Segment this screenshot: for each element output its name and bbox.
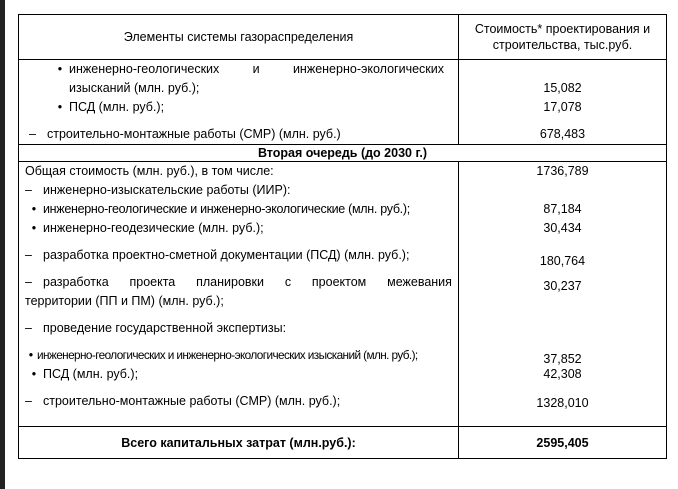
item-text: разработка <box>43 275 109 289</box>
dash-icon: – <box>25 275 32 289</box>
total-row <box>19 427 667 459</box>
item-text: инженерно-экологических <box>292 62 444 76</box>
bullet-icon: • <box>28 348 34 362</box>
list-item <box>25 200 452 219</box>
header-elements-label: Элементы системы газораспределения <box>123 30 354 44</box>
first-block-row <box>19 60 667 145</box>
list-item <box>25 346 452 365</box>
value-cell: 17,078 <box>543 100 582 114</box>
value-cell: 87,184 <box>543 202 582 216</box>
item-text-continued: изысканий (млн. руб.); <box>69 81 200 95</box>
item-text-continued: территории (ПП и ПМ) (млн. руб.); <box>25 294 224 308</box>
item-text: Общая стоимость (млн. руб.), в том числе: <box>25 164 274 178</box>
page-edge-bar <box>0 0 5 489</box>
cost-table <box>18 14 667 459</box>
item-text: с <box>284 275 292 289</box>
first-block-right <box>459 60 667 145</box>
value-cell: 1328,010 <box>536 396 589 410</box>
value-cell: 15,082 <box>543 81 582 95</box>
second-block-right <box>459 162 667 427</box>
header-cost-cell <box>459 15 667 60</box>
item-text: межевания <box>387 275 452 289</box>
item-text: инженерно-геологических <box>69 62 220 76</box>
item-text: проекта <box>129 275 176 289</box>
dash-icon: – <box>25 321 32 335</box>
item-text: проектом <box>311 275 367 289</box>
item-text: планировки <box>196 275 264 289</box>
item-text: инженерно-изыскательские работы (ИИР): <box>43 183 291 197</box>
item-text: инженерно-геологические и инженерно-экологические (млн. руб.); <box>43 202 410 216</box>
item-text: ПСД (млн. руб.); <box>69 100 165 114</box>
header-cost-line1: Стоимость* проектирования и <box>474 22 651 36</box>
value-cell: 678,483 <box>539 127 586 141</box>
bullet-icon: • <box>31 221 37 235</box>
list-item <box>25 365 452 384</box>
total-value: 2595,405 <box>459 427 667 459</box>
section-title-row <box>19 145 667 162</box>
value-cell: 180,764 <box>539 254 586 268</box>
dash-icon: – <box>29 127 36 141</box>
list-item <box>25 60 452 79</box>
value-cell: 30,434 <box>543 221 582 235</box>
dash-icon: – <box>25 183 32 197</box>
dash-icon: – <box>25 248 32 262</box>
bullet-icon: • <box>57 62 63 76</box>
value-cell: 42,308 <box>543 367 582 381</box>
second-block-row <box>19 162 667 427</box>
list-item <box>25 98 452 117</box>
total-label: Всего капитальных затрат (млн.руб.): <box>19 427 459 459</box>
bullet-icon: • <box>57 100 63 114</box>
item-text: и <box>252 62 260 76</box>
item-text: ПСД (млн. руб.); <box>43 367 139 381</box>
item-text: инженерно-геодезические (млн. руб.); <box>43 221 264 235</box>
item-text: инженерно-геологических и инженерно-экологических изысканий (млн. руб.); <box>37 348 418 362</box>
item-text: строительно-монтажные работы (СМР) (млн. руб.) <box>47 127 341 141</box>
header-row <box>19 15 667 60</box>
list-item <box>25 273 452 292</box>
item-text: разработка проектно-сметной документации (ПСД) (млн. руб.); <box>43 248 410 262</box>
header-cost-line2: строительства, тыс.руб. <box>492 38 633 52</box>
item-text: строительно-монтажные работы (СМР) (млн. руб.); <box>43 394 341 408</box>
list-item <box>25 392 452 411</box>
value-cell: 30,237 <box>543 279 582 293</box>
first-block-left <box>19 60 459 145</box>
section-title: Вторая очередь (до 2030 г.) <box>19 145 667 162</box>
dash-icon: – <box>25 394 32 408</box>
list-item <box>25 246 452 265</box>
second-block-left <box>19 162 459 427</box>
value-cell: 1736,789 <box>536 164 589 178</box>
list-item <box>25 125 452 144</box>
bullet-icon: • <box>31 202 37 216</box>
value-cell: 37,852 <box>543 352 582 366</box>
list-item <box>25 319 452 338</box>
bullet-icon: • <box>31 367 37 381</box>
list-item <box>25 219 452 238</box>
header-elements-cell <box>19 15 459 60</box>
list-item <box>25 181 452 200</box>
item-text: проведение государственной экспертизы: <box>43 321 287 335</box>
